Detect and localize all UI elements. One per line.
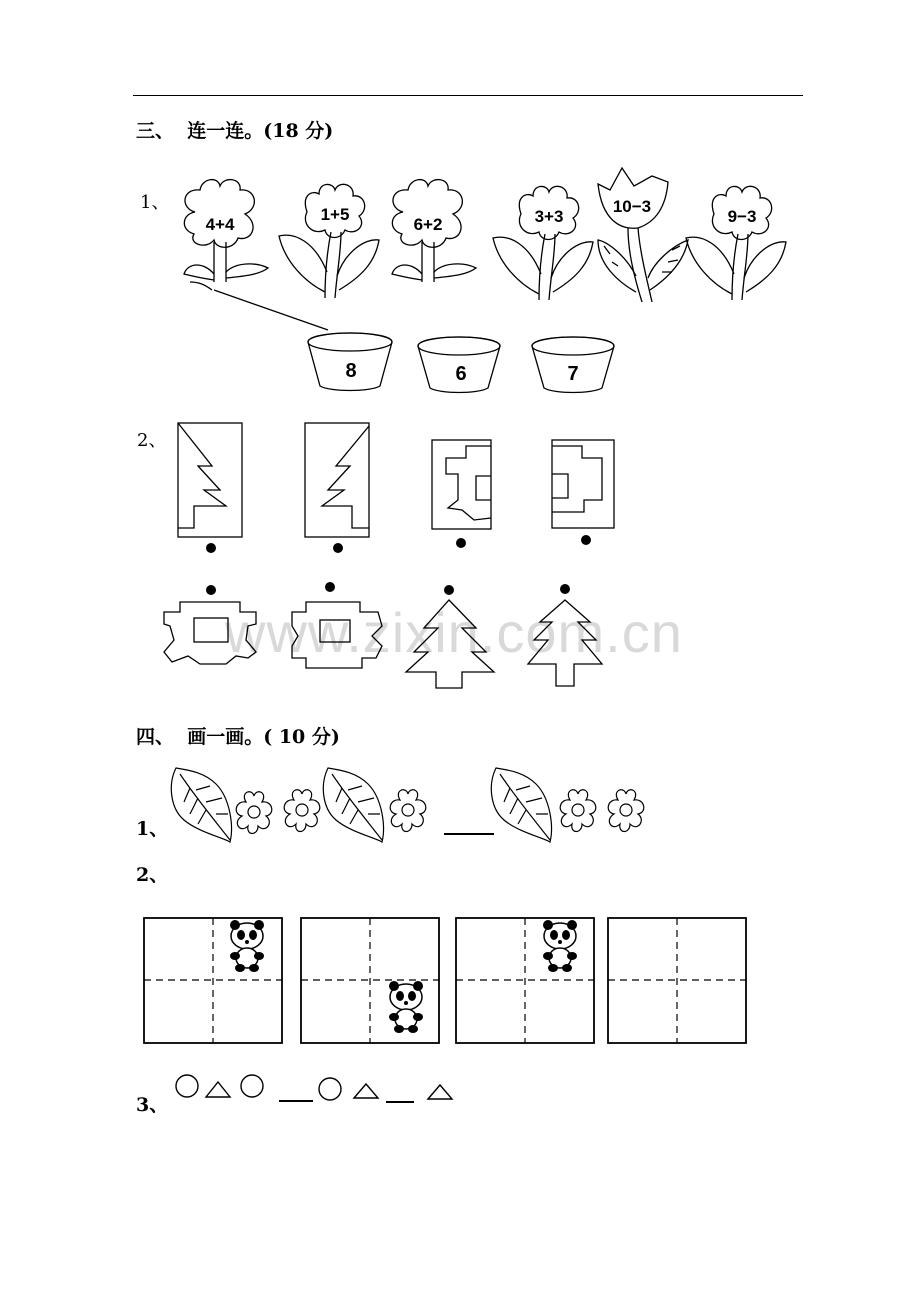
panda-1 xyxy=(230,920,264,972)
flower-4 xyxy=(493,186,593,300)
pattern-blank-1[interactable] xyxy=(444,833,494,835)
flower-6-expr: 9−3 xyxy=(727,207,757,226)
pattern-circle-3 xyxy=(319,1078,341,1100)
pattern-leaf-1 xyxy=(171,768,231,842)
dot-bottom-3 xyxy=(444,585,454,595)
dot-top-4 xyxy=(581,535,591,545)
flower-1-expr: 4+4 xyxy=(205,215,235,234)
pattern-triangle-2 xyxy=(354,1084,378,1098)
pattern-flower-5 xyxy=(608,790,644,832)
half-gear-1 xyxy=(432,440,491,529)
flower-5 xyxy=(598,168,688,302)
pot-1-value: 8 xyxy=(345,360,357,382)
pattern-circle-2 xyxy=(241,1075,263,1097)
section4-q1-label: 1、 xyxy=(136,818,169,840)
dot-bottom-1 xyxy=(206,585,216,595)
flower-6 xyxy=(686,186,786,300)
pattern-flower-4 xyxy=(560,790,596,832)
dot-bottom-4 xyxy=(560,584,570,594)
pot-2-value: 6 xyxy=(455,363,467,385)
section4-q3-label: 3、 xyxy=(136,1094,169,1116)
section4-drawings xyxy=(0,760,920,1120)
flower-1 xyxy=(184,180,268,290)
panda-3 xyxy=(543,920,577,972)
full-gear-1 xyxy=(164,602,256,664)
example-connecting-line xyxy=(214,290,328,330)
flower-5-expr: 10−3 xyxy=(612,197,652,216)
dot-bottom-2 xyxy=(325,582,335,592)
half-tree-2 xyxy=(305,423,369,537)
pot-3-value: 7 xyxy=(567,363,579,385)
section4-title: 四、 画一画。( 10 分) xyxy=(136,726,340,748)
flower-2-expr: 1+5 xyxy=(320,205,350,224)
pattern-triangle-1 xyxy=(206,1082,230,1097)
pattern-circle-1 xyxy=(176,1075,198,1097)
section3-q2-label: 2、 xyxy=(137,430,167,451)
pattern-flower-3 xyxy=(390,790,426,832)
pattern-flower-1 xyxy=(236,792,272,834)
half-tree-1 xyxy=(178,423,242,537)
flower-2 xyxy=(279,184,379,298)
flower-4-expr: 3+3 xyxy=(534,207,564,226)
full-tree-1 xyxy=(406,600,494,688)
section4-q2-label: 2、 xyxy=(136,864,169,886)
dot-top-3 xyxy=(456,538,466,548)
shape-blank-2[interactable] xyxy=(386,1101,414,1103)
full-gear-2 xyxy=(292,602,382,668)
pattern-triangle-3 xyxy=(428,1085,452,1099)
section3-title: 三、 连一连。(18 分) xyxy=(136,120,334,142)
flower-3-expr: 6+2 xyxy=(413,215,443,234)
dot-top-2 xyxy=(333,543,343,553)
panda-grid-4 xyxy=(608,918,746,1043)
shape-blank-1[interactable] xyxy=(279,1100,313,1102)
full-tree-2 xyxy=(528,600,602,686)
watermark: www.zixin.com.cn xyxy=(225,601,683,664)
panda-2 xyxy=(389,981,423,1033)
pattern-flower-2 xyxy=(284,790,320,832)
pattern-leaf-3 xyxy=(491,768,551,842)
pattern-leaf-2 xyxy=(323,768,383,842)
half-gear-2 xyxy=(552,440,614,528)
dot-top-1 xyxy=(206,543,216,553)
panda-grid-2 xyxy=(301,918,439,1043)
section3-q1-label: 1、 xyxy=(140,192,170,213)
